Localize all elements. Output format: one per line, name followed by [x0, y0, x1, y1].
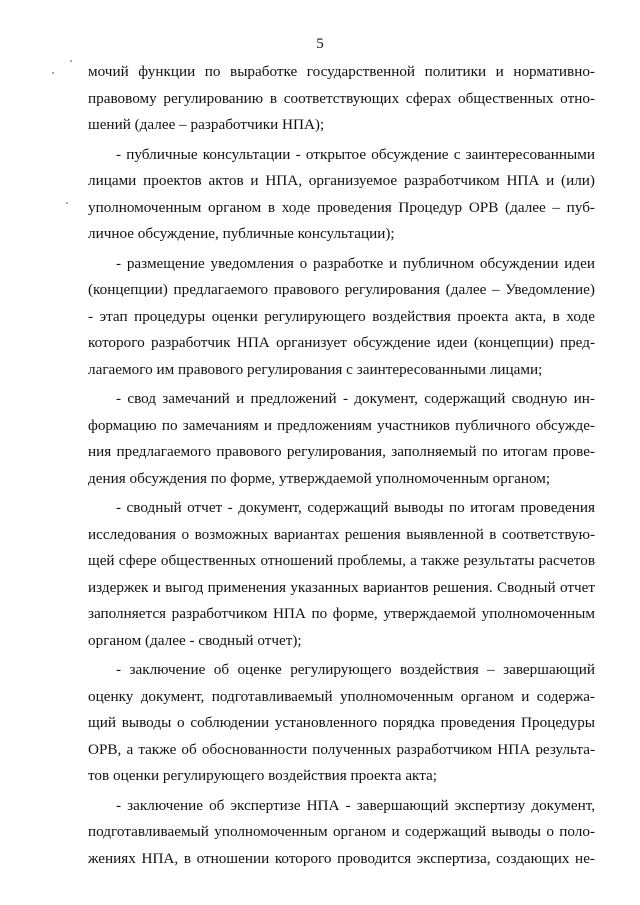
- text-line: жениях НПА, в отношении которого проводится экспертиза, создающих не-: [88, 849, 595, 867]
- scan-speck: [70, 60, 72, 62]
- text-line: тов оценки регулирующего воздействия проекта акта;: [88, 767, 438, 784]
- text-line: лицами проектов актов и НПА, организуемое разработчиком НПА и (или): [88, 172, 595, 189]
- text-line: ния предлагаемого правового регулирования, заполняемый по итогам прове-: [88, 443, 595, 460]
- text-line: - размещение уведомления о разработке и публичном обсуждении идеи: [116, 254, 595, 272]
- text-line: лагаемого им правового регулирования с заинтересованными лицами;: [88, 360, 543, 378]
- text-line: - сводный отчет - документ, содержащий выводы по итогам проведения: [116, 499, 595, 516]
- text-line: - заключение об экспертизе НПА - завершающий экспертизу документ,: [116, 796, 595, 814]
- scan-speck: [66, 202, 68, 204]
- text-line: личное обсуждение, публичные консультации);: [88, 225, 395, 242]
- page-number: 5: [316, 36, 324, 52]
- text-line: оценку документ, подготавливаемый уполномоченным органом и содержа-: [88, 687, 595, 705]
- scan-speck: [52, 72, 54, 74]
- text-line: подготавливаемый уполномоченным органом и содержащий выводы о поло-: [88, 823, 595, 840]
- text-line: шений (далее – разработчики НПА);: [88, 116, 325, 133]
- text-line: - публичные консультации - открытое обсуждение с заинтересованными: [116, 145, 595, 163]
- text-line: ОРВ, а также об обоснованности полученных разработчиком НПА результа-: [88, 740, 595, 758]
- text-line: щий выводы о соблюдении установленного порядка проведения Процедуры: [88, 714, 595, 731]
- text-line: мочий функции по выработке государственной политики и нормативно-: [88, 63, 595, 80]
- text-line: - свод замечаний и предложений - документ, содержащий сводную ин-: [116, 390, 595, 407]
- text-line: органом (далее - сводный отчет);: [88, 631, 302, 649]
- text-line: - заключение об оценке регулирующего воздействия – завершающий: [116, 661, 595, 678]
- text-line: щей сфере общественных отношений проблемы, а также результаты расчетов: [88, 552, 595, 569]
- text-line: уполномоченным органом в ходе проведения Процедур ОРВ (далее – пуб-: [88, 198, 595, 216]
- text-line: дения обсуждения по форме, утверждаемой уполномоченным органом;: [88, 469, 551, 487]
- document-body: [88, 59, 595, 872]
- text-line: - этап процедуры оценки регулирующего воздействия проекта акта, в ходе: [88, 307, 595, 325]
- text-line: правовому регулированию в соответствующих сферах общественных отно-: [88, 89, 595, 107]
- text-line: заполняется разработчиком НПА по форме, утверждаемой уполномоченным: [88, 605, 595, 622]
- text-line: формацию по замечаниям и предложениям участников публичного обсужде-: [88, 416, 595, 434]
- text-line: издержек и выгод применения указанных вариантов решения. Сводный отчет: [88, 578, 595, 596]
- text-line: которого разработчик НПА организует обсуждение идеи (концепции) пред-: [88, 334, 595, 351]
- text-line: (концепции) предлагаемого правового регулирования (далее – Уведомление): [88, 281, 595, 298]
- text-line: исследования о возможных вариантах решения выявленной в соответствую-: [88, 525, 595, 543]
